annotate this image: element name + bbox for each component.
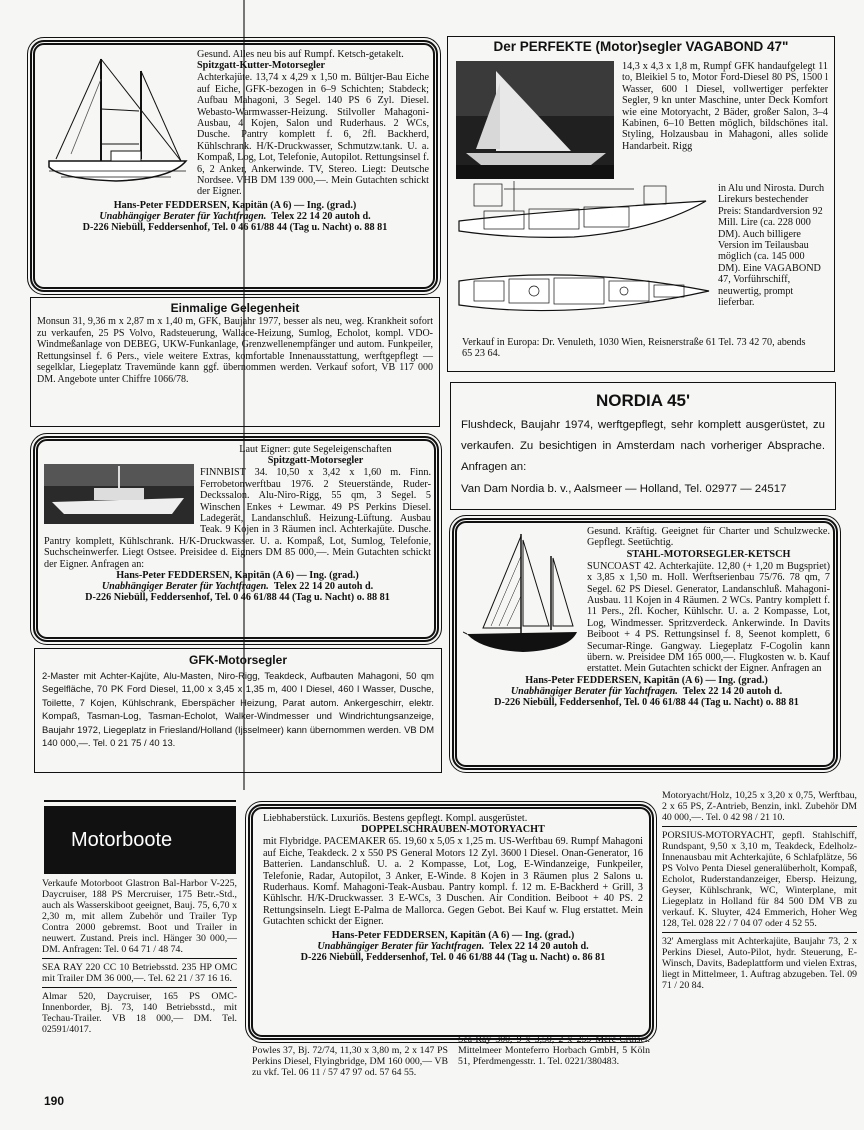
- ad-gelegenheit-body: Monsun 31, 9,36 m x 2,87 m x 1,40 m, GFK, Baujahr 1977, besser als neu, weg. Krankheit sofort zu verkaufen, 25 PS Volvo, Radsteuerung, Wallace-Heizung, Sumlog, Echolot, kompl. VDO-Windmeßanlage von DEBEG, UKW-Funkanlage, Grenzwellenempfänger und autom. Funkpeiler, Rettungsinsel f. 6 Pers., viele weitere Extras, komfortable Innenausstattung, werftgepflegt — segelklar, Liegeplatz Travemünde kann ggf. übernommen werden. Verkauf sofort, VB 117 000 DM. Angebote unter Chiffre 1066/78.: [37, 316, 433, 385]
- ad-finnbist-signature-name: Hans-Peter FEDDERSEN, Kapitän (A 6) — Ing. (grad.): [116, 570, 359, 582]
- ad-gelegenheit-title: Einmalige Gelegenheit: [170, 301, 300, 315]
- ad-suncoast-headline: STAHL-MOTORSEGLER-KETSCH: [626, 548, 791, 560]
- page-number: 190: [44, 1094, 65, 1108]
- ad-vagabond-47: [447, 36, 835, 372]
- classified-powles-37: Powles 37, Bj. 72/74, 11,30 x 3,80 m, 2 x 147 PS Perkins Diesel, Flyingbridge, DM 160 000,— VB zu vkf. Tel. 06 11 / 57 47 97 od. 57 64 55.: [252, 1045, 448, 1078]
- ad-einmalige-gelegenheit: [30, 297, 440, 427]
- ad-suncoast-42: [452, 518, 838, 770]
- ad-gfk-title: GFK-Motorsegler: [188, 653, 287, 667]
- ketch-sailboat-illustration: [41, 49, 191, 195]
- ad-vagabond-footer: Verkauf in Europa: Dr. Venuleth, 1030 Wien, Reisnerstraße 61 Tel. 73 42 70, abends 65 23 64.: [462, 337, 806, 360]
- ad-finnbist-headline: Spitzgatt-Motorsegler: [267, 455, 364, 467]
- classified-divider: [662, 932, 857, 933]
- ad-kutter-signature-address: D-226 Niebüll, Feddersenhof, Tel. 0 46 61/88 44 (Tag u. Nacht) o. 88 81: [82, 222, 388, 234]
- ad-gfk-motorsegler: [34, 648, 442, 773]
- ad-kutter-signature-role: Unabhängiger Berater für Yachtfragen.: [99, 211, 267, 223]
- classified-glastron: Verkaufe Motorboot Glastron Bal-Harbor V-225, Daycruiser, 188 PS Mercruiser, 175 Betr.-Std., auch als Wasserskiboot geeignet, Bauj. 75, 6,70 x 2,30 m, mit allem Zubehör und Trailer Typ Contra 2000 gebremst. Boot und Trailer in neuwert. Zustand. Preis incl. Hänger 30 000,— DM. Anfragen: Tel. 0 64 71 / 48 74.: [42, 878, 237, 955]
- ad-pacemaker-body: mit Flybridge. PACEMAKER 65. 19,60 x 5,05 x 1,25 m. US-Werftbau 69. Rumpf Mahagoni auf Eiche, Teakdeck. 2 x 550 PS General Motors 12 Zyl. 3600 l Diesel. Onan-Generator, 16 Batterien. Landanschluß. U. a. 2 Kompasse, Lot, Log, E-Windanzeige, Funkpeiler, Telefonie, Radar, Autopilot, 3 Anker, E-Winde. 8 Kojen in 3 Räumen plus 2 Salons u. Ruderhaus. Komf. Mahagoni-Teak-Ausbau. Pantry kompl. f. 12 m. E-Backherd + Grill, 3 Kühlschr. H/K-Druckwasser. 3 E-WCs, 3 Duschen. Air Condition. Beiboot + 40 PS. 2 Rettungsinseln. Liegt E-Palma de Mallorca. Gegen Gebot. Bei Kauf w. Flug erstattet. Mein Gutachten schickt der Eigner.: [263, 836, 643, 928]
- ad-suncoast-signature-telex: Telex 22 14 20 autoh d.: [682, 686, 783, 698]
- ad-kutter-body: Achterkajüte. 13,74 x 4,29 x 1,50 m. Bültjer-Bau Eiche auf Eiche, GFK-bezogen in 6–9 Schichten; Stabdeck; Aufbau Mahagoni, 3 Segel. 140 PS 6 Zyl. Diesel. Webasto-Warmwasser-Heizung. Stilvoller Mahagoni-Ausbau, 4 Kojen, Salon und Ruderhaus. 2 WCs, Dusche. Pantry komplett f. 6, 2fl. Backherd, Kühlschrank. H/K-Druckwasser, Schmutzw.tank. U. a. Kompaß, Log, Lot, Telefonie, Autopilot. Rettungsinsel f. 6, 2 Anker, Ankerwinde. TV, Stereo. Liegt: Deutsche Nordsee. VHB DM 139 000,—. Mein Gutachten schickt der Eigner.: [197, 72, 429, 198]
- section-title: Motorboote: [71, 829, 173, 851]
- ad-suncoast-intro: Gesund. Kräftig. Geeignet für Charter und Schulzwecke. Gepflegt. Seetüchtig.: [587, 526, 830, 549]
- ad-kutter-intro: Gesund. Alles neu bis auf Rumpf. Ketsch-getakelt.: [197, 49, 404, 60]
- ad-pacemaker-signature-address: D-226 Niebüll, Feddersenhof, Tel. 0 46 61/88 44 (Tag u. Nacht) o. 86 81: [300, 952, 606, 964]
- ad-pacemaker-signature-role: Unabhängiger Berater für Yachtfragen.: [317, 940, 485, 952]
- ad-finnbist-body: FINNBIST 34. 10,50 x 3,42 x 1,60 m. Finn. Ferrobetonwerftbau 1976. 2 Steuerstände, Ruder-Deckssalon. Alu-Niro-Rigg, 55 qm, 3 Segel. 5 Winschen Enkes + Lewmar. 49 PS Perkins Diesel. Ladegerät, Landanschluß. Heizung-Lüftung. Ausbau Teak. 9 Kojen in 3 Räumen incl. Achterkajüte. Dusche. Pantry komplett, Kühlschrank. H/K-Druckwasser. U. a. Kompaß, Lot, Sumlog, Telefonie, Suchscheinwerfer. Liegt Ostsee. Preisidee d. Eigners DM 85 000,—. Mein Gutachten schickt der Eigner. Anfragen an:: [44, 467, 431, 570]
- ad-nordia-45: [450, 382, 836, 510]
- ad-nordia-title: NORDIA 45': [595, 391, 691, 410]
- classified-sea-ray-300: Sea-Ray 300, 9 x 3,50, 2 x 255 Merc-Cruiser. Mittelmeer Monteferro Horbach GmbH, 5 Köln 51, Pferdmengesstr. 1. Tel. 0221/380483.: [458, 1034, 650, 1067]
- ad-finnbist-intro: Laut Eigner: gute Segeleigenschaften: [239, 444, 392, 455]
- classified-porsius: PORSIUS-MOTORYACHT, gepfl. Stahlschiff, Rundspant, 9,50 x 3,10 m, Teakdeck, Edelholz-Innenausbau mit Achterkajüte, 6 Schlafplätze, 56 PS Volvo Penta Diesel generalüberholt, Kompaß, Echolot, Ruderstandanzeiger, Ebersp. Heizung, Geyser, Kühlschrank, WC, Winterplane, mit Liegeplatz in Holland für 84 500 DM VB zu verkauf. K. Sluyter, 424 Emmerich, Hoher Weg 128, Tel. 028 22 / 7 04 07 oder 4 52 55.: [662, 830, 857, 929]
- section-rule: [44, 800, 236, 802]
- classified-column-1: [42, 878, 237, 1035]
- ad-gfk-body: 2-Master mit Achter-Kajüte, Alu-Masten, Niro-Rigg, Teakdeck, Aufbauten Mahagoni, 50 qm Segelfläche, 70 PK Ford Diesel, 11,00 x 3,45 x 1,35 m, 400 l Diesel, 460 l Wasser, Dusche, Toilette, 7 Kojen, Kühlschrank, Eberspächer Heizung, Parat autom. Ankergeschirr, elektr. Kompaß, Tasman-Log, Tasman-Echolot, Walker-Windmesser und Windrichtungsanzeige, Baujahr 1972, Liegeplatz in Friesland/Holland (Ijsselmeer) kann übernommen werden. VB DM 140 000,—. Tel. 0 21 75 / 40 13.: [42, 670, 434, 749]
- ad-pacemaker-intro: Liebhaberstück. Luxuriös. Bestens gepflegt. Kompl. ausgerüstet.: [263, 813, 528, 824]
- ad-finnbist-34: [33, 436, 439, 642]
- classified-divider: [42, 987, 237, 988]
- ad-finnbist-signature-telex: Telex 22 14 20 autoh d.: [273, 581, 374, 593]
- ad-nordia-contact: Van Dam Nordia b. v., Aalsmeer — Holland, Tel. 02977 — 24517: [461, 483, 787, 495]
- ad-suncoast-signature-name: Hans-Peter FEDDERSEN, Kapitän (A 6) — Ing. (grad.): [525, 674, 768, 686]
- ad-pacemaker-signature-telex: Telex 22 14 20 autoh d.: [489, 940, 589, 952]
- ad-nordia-body: Flushdeck, Baujahr 1974, werftgepflegt, sehr komplett ausgerüstet, zu verkaufen. Zu besichtigen in Amsterdam nach vorheriger Absprache. Anfragen an:: [461, 419, 825, 473]
- ad-pacemaker-65: [248, 804, 654, 1040]
- vagabond-deck-plan-drawing: [454, 181, 716, 333]
- ad-vagabond-title: Der PERFEKTE (Motor)segler VAGABOND 47": [493, 39, 789, 54]
- ad-kutter-motorsegler: [30, 40, 438, 292]
- classified-column-4: [662, 790, 857, 991]
- classified-amerglass: 32' Amerglass mit Achterkajüte, Baujahr 73, 2 x Perkins Diesel, Auto-Pilot, hydr. Steuerung, E-Winsch, Davits, Badeplattform und vielen Extras, liegt in Mittelmeer, 1. Auftrag abzugeben. Tel. 09 71 / 20 84.: [662, 936, 857, 991]
- section-header-motorboote: [44, 806, 236, 874]
- ad-pacemaker-signature-name: Hans-Peter FEDDERSEN, Kapitän (A 6) — Ing. (grad.): [331, 929, 575, 941]
- ad-vagabond-body-top: 14,3 x 4,3 x 1,8 m, Rumpf GFK handaufgelegt 11 to, Bleikiel 5 to, Motor Ford-Diesel 80 PS, 1500 l Wasser, 600 l Diesel, vollwertiger perfekter Segler, 9 kn unter Maschine, unter Deck Komfort wie eine Motoryacht, 2 Bäder, großer Salon, 3–4 Kabinen, 6–10 Betten möglich, bildschönes ital. Styling, Holzausbau in Mahagoni, alles solide Handarbeit. Rigg: [622, 61, 828, 152]
- suncoast-ketch-illustration: [463, 526, 581, 666]
- ad-finnbist-signature-address: D-226 Niebüll, Feddersenhof, Tel. 0 46 61/88 44 (Tag u. Nacht) o. 88 81: [85, 592, 390, 604]
- ad-kutter-signature-name: Hans-Peter FEDDERSEN, Kapitän (A 6) — Ing. (grad.): [113, 199, 357, 211]
- classified-sea-ray-220: SEA RAY 220 CC 10 Betriebsstd. 235 HP OMC mit Trailer DM 36 000,—. Tel. 62 21 / 37 16 16.: [42, 962, 237, 984]
- classified-almar-520: Almar 520, Daycruiser, 165 PS OMC-Innenborder, Bj. 73, 140 Betriebsstd., mit Techau-Trailer. VB 18 000,— DM. Tel. 02591/4017.: [42, 991, 237, 1035]
- ad-finnbist-signature-role: Unabhängiger Berater für Yachtfragen.: [101, 581, 269, 593]
- ad-vagabond-body-side: in Alu und Nirosta. Durch Lirekurs bestechender Preis: Standardversion 92 Mill. Lire (ca. 228 000 DM). Auch billigere Version im Teilausbau möglich (ca. 145 000 DM). Eine VAGABOND 47, Vorführschiff, neuwertig, prompt lieferbar.: [718, 183, 825, 309]
- classified-divider: [662, 826, 857, 827]
- ad-kutter-headline: Spitzgatt-Kutter-Motorsegler: [197, 60, 326, 72]
- ad-pacemaker-headline: DOPPELSCHRAUBEN-MOTORYACHT: [361, 824, 545, 836]
- finnbist-boat-photo: [44, 464, 194, 524]
- ad-suncoast-signature-role: Unabhängiger Berater für Yachtfragen.: [510, 686, 678, 698]
- vagabond-sailing-photo: [456, 61, 614, 179]
- ad-suncoast-signature-address: D-226 Niebüll, Feddersenhof, Tel. 0 46 61/88 44 (Tag u. Nacht) o. 88 81: [494, 697, 799, 709]
- ad-suncoast-body: SUNCOAST 42. Achterkajüte. 12,80 (+ 1,20 m Bugspriet) x 3,85 x 1,50 m. Holl. Werftserienbau 75/76. 78 qm, 7 Segel. 62 PS Diesel. Generator, Landanschluß. Mahagoni-Ausbau. 11 Kojen in 4 Räumen. 2 WCs. Pantry komplett f. 11 Pers., 2fl. Kocher, Kühlschr. U. a. 2 Kompasse, Lot, Log, Windmesser. Spritzverdeck. Ankerwinde. In Davits Beiboot + 4 PS. Rettungsinsel f. 8, Seenot komplett, 6 Secumar-Ringe. Gangway. Liegeplatz F-Cogolin kann übern. w. Preisidee DM 165 000,—. Flugkosten w. b. Kauf erstattet. Mein Gutachten schickt der Eigner. Anfragen an: [587, 560, 830, 675]
- classified-motoryacht-holz: Motoryacht/Holz, 10,25 x 3,20 x 0,75, Werftbau, 2 x 65 PS, Z-Antrieb, Benzin, inkl. Zubehör DM 40 000,—. Tel. 0 42 98 / 21 10.: [662, 790, 857, 823]
- classified-divider: [42, 958, 237, 959]
- ad-kutter-signature-telex: Telex 22 14 20 autoh d.: [271, 211, 371, 223]
